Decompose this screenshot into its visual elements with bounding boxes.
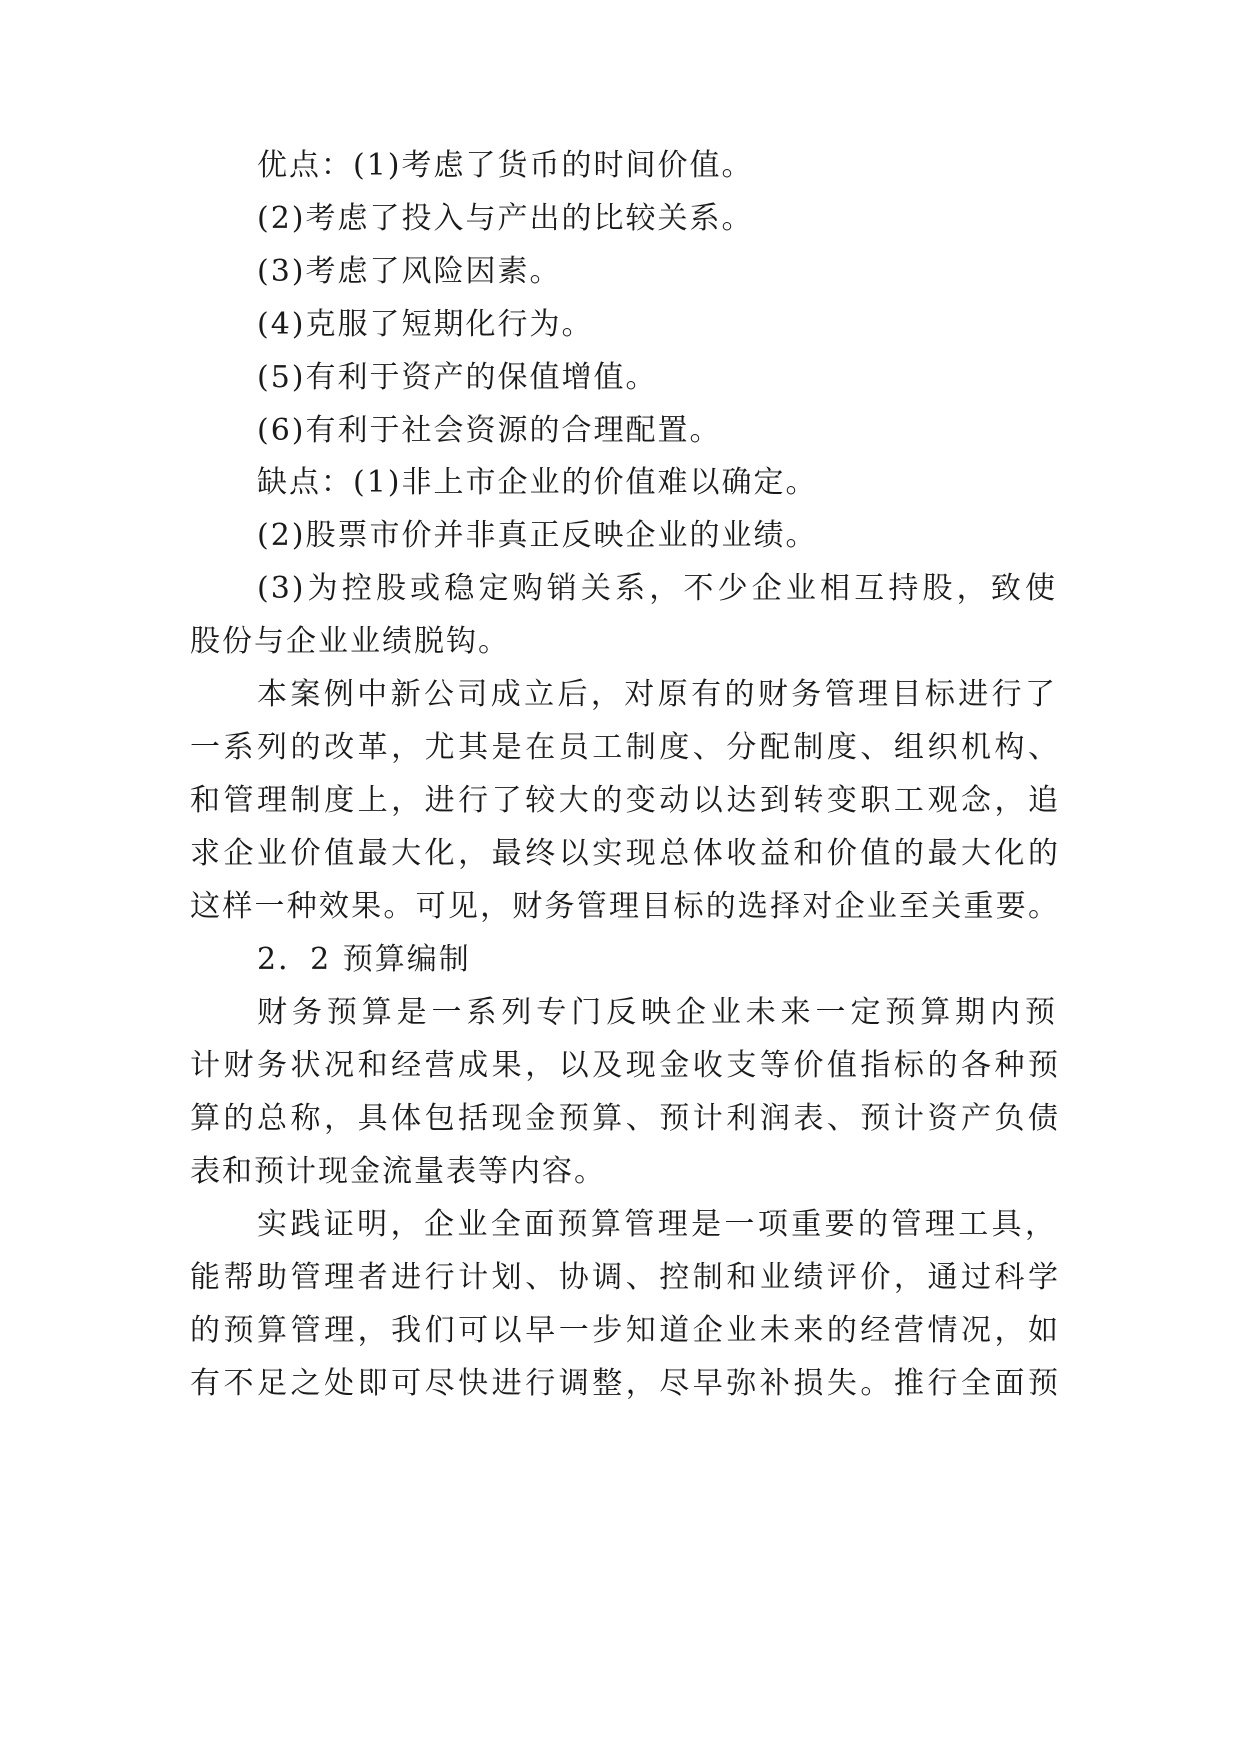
paragraph-line: 和管理制度上，进行了较大的变动以达到转变职工观念，追 [190,783,1060,818]
paragraph-line: 的预算管理，我们可以早一步知道企业未来的经营情况，如 [190,1313,1060,1348]
advantages-point-3: (3)考虑了风险因素。 [257,254,562,289]
advantages-point-6: (6)有利于社会资源的合理配置。 [257,413,722,448]
advantages-point-4: (4)克服了短期化行为。 [257,307,594,342]
paragraph-line: 计财务状况和经营成果，以及现金收支等价值指标的各种预 [190,1048,1060,1083]
disadvantages-point-2: (2)股票市价并非真正反映企业的业绩。 [257,518,818,553]
paragraph-line: 这样一种效果。可见，财务管理目标的选择对企业至关重要。 [190,889,1060,924]
paragraph-line: 财务预算是一系列专门反映企业未来一定预算期内预 [257,995,1057,1030]
paragraph-line: 求企业价值最大化，最终以实现总体收益和价值的最大化的 [190,836,1060,871]
advantages-point-5: (5)有利于资产的保值增值。 [257,360,658,395]
paragraph-line: 能帮助管理者进行计划、协调、控制和业绩评价，通过科学 [190,1260,1060,1295]
paragraph-line: 表和预计现金流量表等内容。 [190,1154,606,1189]
paragraph-line: 算的总称，具体包括现金预算、预计利润表、预计资产负债 [190,1101,1060,1136]
advantages-point-2: (2)考虑了投入与产出的比较关系。 [257,201,754,236]
disadvantages-point-1: 缺点：(1)非上市企业的价值难以确定。 [257,465,818,500]
advantages-point-1: 优点：(1)考虑了货币的时间价值。 [257,148,754,183]
paragraph-line: 一系列的改革，尤其是在员工制度、分配制度、组织机构、 [190,730,1060,765]
section-heading: 2．2 预算编制 [257,942,471,977]
paragraph-line: 实践证明，企业全面预算管理是一项重要的管理工具， [257,1207,1057,1242]
paragraph-line: 本案例中新公司成立后，对原有的财务管理目标进行了 [257,677,1057,712]
disadvantages-point-3: (3)为控股或稳定购销关系，不少企业相互持股，致使 [257,571,1057,606]
paragraph-line: 有不足之处即可尽快进行调整，尽早弥补损失。推行全面预 [190,1366,1060,1401]
disadvantages-point-3-continued: 股份与企业业绩脱钩。 [190,624,510,659]
